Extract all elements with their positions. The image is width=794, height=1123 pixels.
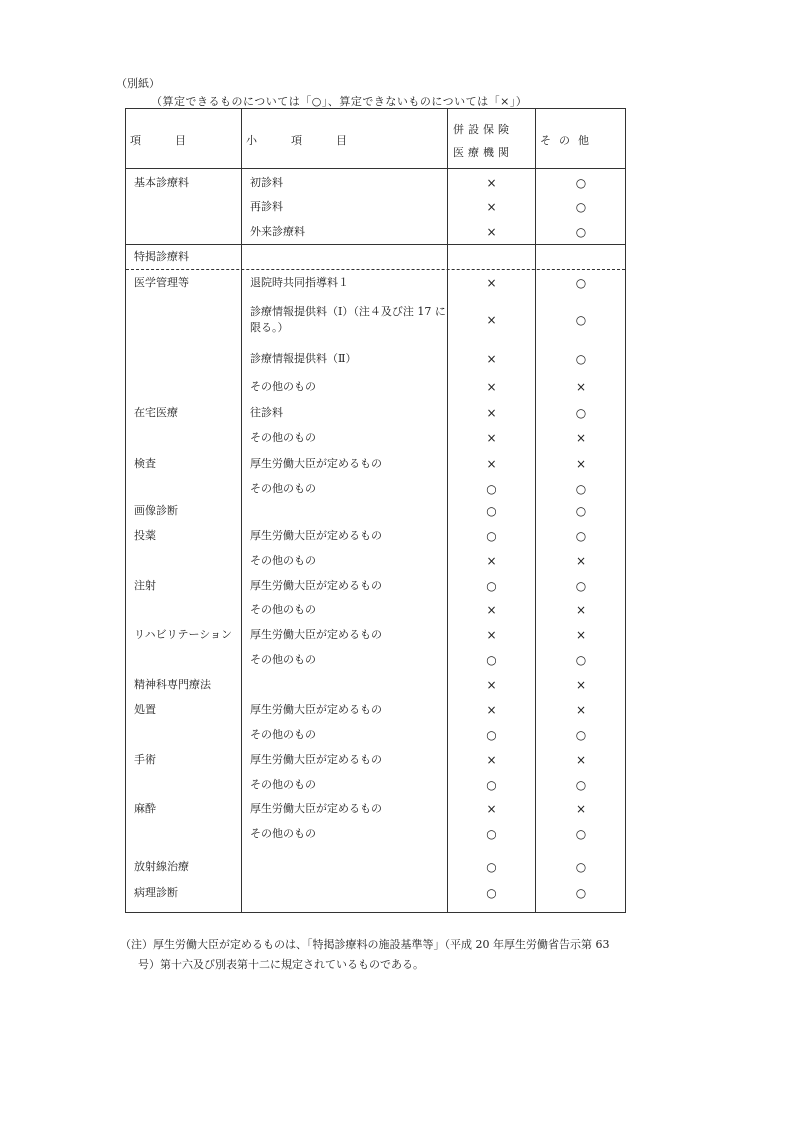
table-row: [126, 723, 625, 747]
table-row: [126, 797, 625, 821]
footnote-line: 号）第十六及び別表第十二に規定されているものである。: [138, 958, 424, 971]
row-other-value: ○: [575, 728, 587, 742]
row-item: 特掲診療料: [134, 250, 189, 263]
row-other-value: ×: [575, 603, 587, 617]
table-row: [126, 524, 625, 548]
row-subitem: その他のもの: [250, 554, 316, 567]
footnote-line: （注）厚生労働大臣が定めるものは、「特掲診療料の施設基準等」（平成 20 年厚生労働省告示第 63: [120, 938, 610, 951]
row-item: 検査: [134, 457, 156, 470]
row-hospital-value: ×: [486, 225, 497, 239]
row-hospital-value: ×: [486, 802, 497, 816]
row-hospital-value: ×: [486, 603, 497, 617]
row-item: 麻酔: [134, 802, 156, 815]
table-row: [126, 245, 625, 269]
row-hospital-value: ×: [486, 628, 497, 642]
row-other-value: ○: [575, 406, 587, 420]
row-hospital-value: ○: [486, 579, 497, 593]
row-item: 投薬: [134, 529, 156, 542]
row-hospital-value: ×: [486, 703, 497, 717]
table-row: [126, 220, 625, 244]
row-subitem: 再診料: [250, 200, 283, 213]
row-subitem: その他のもの: [250, 431, 316, 444]
table-row: [126, 347, 625, 371]
row-subitem: 厚生労働大臣が定めるもの: [250, 529, 382, 542]
row-other-value: ○: [575, 482, 587, 496]
billing-table: [125, 108, 626, 913]
row-hospital-value: ×: [486, 554, 497, 568]
row-hospital-value: ○: [486, 728, 497, 742]
row-other-value: ×: [575, 678, 587, 692]
row-other-value: ×: [575, 802, 587, 816]
header-col-a-line2: 医療機関: [453, 146, 513, 159]
row-other-value: ○: [575, 579, 587, 593]
row-other-value: ○: [575, 225, 587, 239]
row-other-value: ×: [575, 703, 587, 717]
row-subitem: 退院時共同指導料１: [250, 276, 349, 289]
row-item: 基本診療料: [134, 176, 189, 189]
row-subitem: 厚生労働大臣が定めるもの: [250, 628, 382, 641]
row-hospital-value: ○: [486, 827, 497, 841]
table-row: [126, 549, 625, 573]
row-item: 病理診断: [134, 886, 178, 899]
table-row: [126, 271, 625, 295]
row-subitem: 厚生労働大臣が定めるもの: [250, 457, 382, 470]
row-hospital-value: ○: [486, 886, 497, 900]
row-item: 処置: [134, 703, 156, 716]
table-row: [126, 477, 625, 501]
row-hospital-value: ×: [486, 352, 497, 366]
table-row: [126, 401, 625, 425]
row-other-value: ○: [575, 200, 587, 214]
row-item: 注射: [134, 579, 156, 592]
table-row: [126, 881, 625, 905]
row-hospital-value: ○: [486, 653, 497, 667]
row-subitem: その他のもの: [250, 482, 316, 495]
table-row: [126, 773, 625, 797]
table-row: [126, 623, 625, 647]
row-item: 画像診断: [134, 504, 178, 517]
row-hospital-value: ○: [486, 504, 497, 518]
row-other-value: ○: [575, 778, 587, 792]
row-other-value: ○: [575, 860, 587, 874]
row-hospital-value: ○: [486, 860, 497, 874]
row-hospital-value: ○: [486, 482, 497, 496]
table-row: [126, 822, 625, 846]
row-hospital-value: ×: [486, 406, 497, 420]
row-subitem: その他のもの: [250, 728, 316, 741]
row-hospital-value: ×: [486, 753, 497, 767]
table-row: [126, 698, 625, 722]
row-hospital-value: ○: [486, 529, 497, 543]
table-row: [126, 499, 625, 523]
row-subitem: 厚生労働大臣が定めるもの: [250, 753, 382, 766]
row-hospital-value: ×: [486, 457, 497, 471]
row-other-value: ○: [575, 653, 587, 667]
row-subitem: その他のもの: [250, 778, 316, 791]
table-row: [126, 305, 625, 334]
row-subitem: 往診料: [250, 406, 283, 419]
attachment-label: （別紙）: [116, 77, 160, 90]
row-other-value: ×: [575, 431, 587, 445]
table-row: [126, 598, 625, 622]
row-other-value: ○: [575, 352, 587, 366]
row-subitem: その他のもの: [250, 380, 316, 393]
row-other-value: ×: [575, 753, 587, 767]
row-item: 精神科専門療法: [134, 678, 211, 691]
row-hospital-value: ×: [486, 678, 497, 692]
row-hospital-value: ×: [486, 431, 497, 445]
row-other-value: ×: [575, 457, 587, 471]
row-item: 手術: [134, 753, 156, 766]
row-other-value: ○: [575, 827, 587, 841]
header-col-a-line1: 併設保険: [453, 123, 513, 136]
row-item: リハビリテーション: [134, 628, 233, 641]
table-row: [126, 171, 625, 195]
row-item: 在宅医療: [134, 406, 178, 419]
header-col-b: その他: [540, 134, 597, 147]
table-row: [126, 375, 625, 399]
table-row: [126, 452, 625, 476]
row-subitem: 初診料: [250, 176, 283, 189]
header-item: 項 目: [130, 134, 190, 147]
row-hospital-value: ×: [486, 176, 497, 190]
row-hospital-value: ×: [486, 200, 497, 214]
row-subitem: その他のもの: [250, 653, 316, 666]
row-other-value: ○: [575, 529, 587, 543]
row-other-value: ○: [575, 504, 587, 518]
table-row: [126, 673, 625, 697]
row-subitem: その他のもの: [250, 827, 316, 840]
table-row: [126, 855, 625, 879]
row-item: 放射線治療: [134, 860, 189, 873]
row-other-value: ×: [575, 380, 587, 394]
row-other-value: ×: [575, 554, 587, 568]
row-hospital-value: ×: [486, 313, 497, 327]
row-hospital-value: ○: [486, 778, 497, 792]
row-subitem: その他のもの: [250, 603, 316, 616]
row-subitem: 外来診療料: [250, 225, 305, 238]
row-subitem: 厚生労働大臣が定めるもの: [250, 703, 382, 716]
table-row: [126, 748, 625, 772]
row-subitem: 厚生労働大臣が定めるもの: [250, 579, 382, 592]
legend-note: （算定できるものについては「○」、算定できないものについては「×」）: [151, 95, 528, 108]
row-other-value: ○: [575, 886, 587, 900]
row-hospital-value: ×: [486, 380, 497, 394]
table-row: [126, 574, 625, 598]
row-item: 医学管理等: [134, 276, 189, 289]
table-row: [126, 195, 625, 219]
row-other-value: ○: [575, 176, 587, 190]
row-other-value: ○: [575, 313, 587, 327]
row-other-value: ○: [575, 276, 587, 290]
footnote: [120, 935, 640, 975]
row-subitem: 診療情報提供料（Ⅰ）（注４及び注 17 に限る。）: [250, 305, 446, 334]
row-other-value: ×: [575, 628, 587, 642]
row-hospital-value: ×: [486, 276, 497, 290]
table-row: [126, 648, 625, 672]
dashed-divider: [126, 269, 625, 270]
header-subitem: 小 項 目: [246, 134, 351, 147]
row-subitem: 診療情報提供料（Ⅱ）: [250, 352, 357, 365]
table-row: [126, 426, 625, 450]
header-divider: [126, 168, 625, 169]
row-subitem: 厚生労働大臣が定めるもの: [250, 802, 382, 815]
